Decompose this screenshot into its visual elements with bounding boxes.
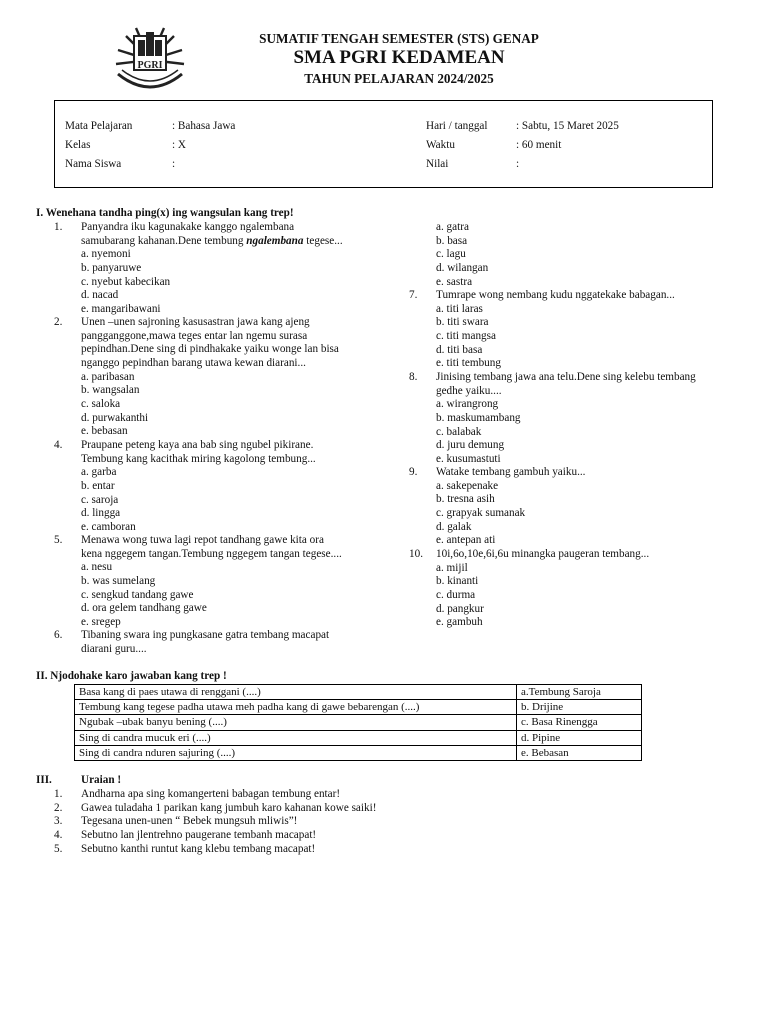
question-text: Unen –unen sajroning kasusastran jawa kang ajeng [81,316,310,328]
answer-option: d. titi basa [436,343,483,356]
info-value: : [516,158,520,170]
table-row [75,685,642,700]
student-info-box [54,100,713,188]
answer-option: a. nesu [81,561,113,574]
essay-question: Sebutno kanthi runtut kang klebu tembang macapat! [81,843,316,855]
essay-number: 4. [54,829,63,841]
answer-option: d. lingga [81,507,121,520]
answer-option: e. mangaribawani [81,302,161,315]
match-question: Sing di candra nduren sajuring (....) [75,745,517,760]
answer-option: a. mijil [436,561,468,574]
match-answer: e. Bebasan [517,745,642,760]
info-label: Nilai [426,158,449,170]
info-value: : [172,158,176,170]
question-text: 10i,6o,10e,6i,6u minangka paugeran tembang... [436,548,650,560]
match-answer: d. Pipine [517,730,642,745]
question-text: kena nggegem tangan.Tembung nggegem tangan tegese.... [81,547,342,560]
answer-option: c. balabak [436,425,482,438]
answer-option: d. pangkur [436,602,484,615]
answer-option: e. gambuh [436,616,483,629]
table-row [75,730,642,745]
essay-question: Andharna apa sing komangerteni babagan tembung entar! [81,788,341,800]
answer-option: c. titi mangsa [436,329,496,342]
section-3-number: III. [36,774,52,786]
answer-option: a. gatra [436,221,469,233]
answer-option: e. bebasan [81,425,128,438]
essay-question: Gawea tuladaha 1 parikan kang jumbuh karo kahanan kowe saiki! [81,802,377,814]
emphasized-word: ngalembana [246,234,304,247]
match-answer: a.Tembung Saroja [517,685,642,700]
match-answer: c. Basa Rinengga [517,715,642,730]
question-text: gedhe yaiku.... [436,384,502,397]
question-text: Jinising tembang jawa ana telu.Dene sing kelebu tembang [436,371,696,383]
question-text: nganggo pepindhan barang utawa kewan diarani... [81,356,306,369]
table-row [75,745,642,760]
info-label: Mata Pelajaran [65,120,133,132]
answer-option: d. purwakanthi [81,411,149,424]
essay-number: 5. [54,843,63,855]
answer-option: c. lagu [436,248,466,261]
match-question: Sing di candra mucuk eri (....) [75,730,517,745]
answer-option: a. nyemoni [81,248,131,261]
question-number: 9. [409,466,418,478]
section-2-title: II. Njodohake karo jawaban kang trep ! [36,670,227,682]
table-row [75,715,642,730]
question-text: Menawa wong tuwa lagi repot tandhang gawe kita ora [81,534,324,546]
answer-option: b. kinanti [436,575,479,588]
answer-option: b. basa [436,234,468,247]
question-number: 2. [54,316,63,328]
answer-option: e. kusumastuti [436,452,501,465]
essay-question: Sebutno lan jlentrehno paugerane tembanh macapat! [81,829,317,841]
question-text: Tibaning swara ing pungkasane gatra tembang macapat [81,629,330,641]
question-number: 7. [409,289,418,301]
answer-option: c. sengkud tandang gawe [81,588,194,601]
question-number: 1. [54,221,63,233]
question-text [81,235,343,249]
info-label: Nama Siswa [65,158,122,170]
answer-option: b. panyaruwe [81,261,142,274]
section-3-title: Uraian ! [81,774,122,786]
question-number: 6. [54,629,63,641]
info-label: Waktu [426,139,455,151]
essay-number: 2. [54,802,63,814]
info-value: : X [172,139,186,151]
answer-option: c. grapyak sumanak [436,506,526,519]
answer-option: a. paribasan [81,370,135,383]
question-text: Tumrape wong nembang kudu nggatekake babagan... [436,289,675,301]
question-number: 5. [54,534,63,546]
logo-text: PGRI [137,60,163,71]
info-value: : 60 menit [516,139,562,151]
question-text: Panyandra iku kagunakake kanggo ngalembana [81,221,295,233]
answer-option: d. galak [436,520,472,533]
answer-option: b. wangsalan [81,384,140,397]
info-row [55,156,712,172]
exam-title: SUMATIF TENGAH SEMESTER (STS) GENAP [259,31,539,46]
essay-number: 3. [54,815,63,827]
matching-table [74,684,642,761]
answer-option: c. saloka [81,397,121,410]
match-question: Ngubak –ubak banyu bening (....) [75,715,517,730]
answer-option: b. titi swara [436,316,489,329]
info-row [55,137,712,153]
answer-option: c. nyebut kabecikan [81,275,171,288]
answer-option: a. titi laras [436,302,483,315]
question-text: diarani guru.... [81,642,147,655]
answer-option: c. durma [436,588,476,601]
question-text: Praupane peteng kaya ana bab sing ngubel pikirane. [81,439,314,451]
essay-question: Tegesana unen-unen “ Bebek mungsuh mliwis”! [81,815,298,827]
question-number: 4. [54,439,63,451]
question-text: pepindhan.Dene sing di pindhakake yaiku wonge lan bisa [81,343,339,356]
match-question: Tembung kang tegese padha utawa meh padha kang di gawe bebarengan (....) [75,700,517,715]
essay-number: 1. [54,788,63,800]
answer-option: b. entar [81,479,115,492]
info-value: : Bahasa Jawa [172,120,236,132]
info-row [55,118,712,134]
info-label: Kelas [65,139,91,151]
table-row [75,700,642,715]
answer-option: e. sastra [436,275,473,288]
question-text-part: samubarang kahanan.Dene tembung [81,234,247,247]
question-text: Tembung kang kacithak miring kagolong tembung... [81,452,316,465]
answer-option: d. nacad [81,289,119,302]
answer-option: b. was sumelang [81,574,156,587]
question-number: 10. [409,548,423,560]
match-answer: b. Drijine [517,700,642,715]
answer-option: d. ora gelem tandhang gawe [81,602,207,615]
section-1-title: I. Wenehana tandha ping(x) ing wangsulan kang trep! [36,207,294,219]
question-text: pangganggone,mawa teges entar lan ngemu surasa [81,329,308,342]
match-question: Basa kang di paes utawa di renggani (....) [75,685,517,700]
answer-option: e. titi tembung [436,357,501,370]
answer-option: a. sakepenake [436,479,499,492]
answer-option: d. wilangan [436,261,489,274]
answer-option: e. camboran [81,520,136,533]
question-text: Watake tembang gambuh yaiku... [436,466,586,478]
answer-option: b. tresna asih [436,493,495,506]
school-name: SMA PGRI KEDAMEAN [293,47,505,68]
answer-option: a. garba [81,466,117,479]
answer-option: e. sregep [81,615,121,628]
academic-year: TAHUN PELAJARAN 2024/2025 [304,71,494,86]
answer-option: d. juru demung [436,439,505,452]
info-value: : Sabtu, 15 Maret 2025 [516,120,619,132]
answer-option: a. wirangrong [436,398,499,411]
question-number: 8. [409,371,418,383]
answer-option: c. saroja [81,493,119,506]
question-text-part: tegese... [303,234,343,247]
answer-option: e. antepan ati [436,534,496,547]
answer-option: b. maskumambang [436,411,521,424]
info-label: Hari / tanggal [426,120,488,132]
